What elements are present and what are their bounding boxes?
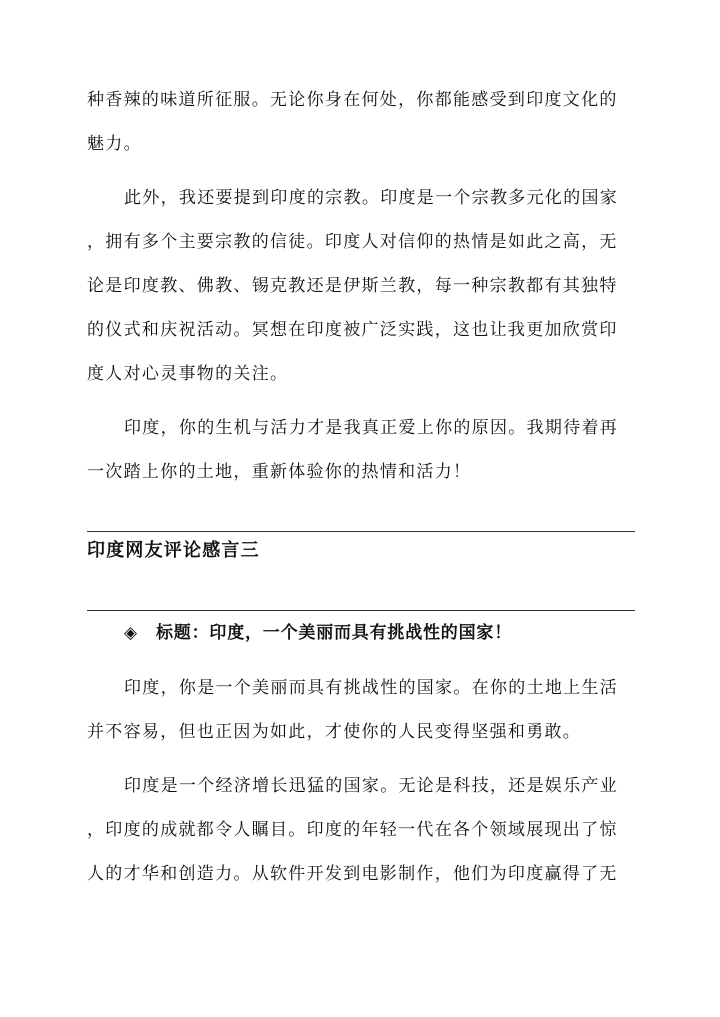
section-heading: 印度网友评论感言三 [87,540,260,561]
article-subtitle-text: 标题：印度，一个美丽而具有挑战性的国家！ [156,623,512,643]
paragraph-line: 种香辣的味道所征服。无论你身在何处，你都能感受到印度文化的 [87,90,618,110]
paragraph-line: 印度是一个经济增长迅猛的国家。无论是科技，还是娱乐产业 [124,776,619,796]
paragraph-line: 魅力。 [87,134,142,154]
diamond-bullet-icon: ◈ [124,623,138,643]
paragraph-line: 此外，我还要提到印度的宗教。印度是一个宗教多元化的国家 [124,188,619,208]
paragraph-line: 的仪式和庆祝活动。冥想在印度被广泛实践，这也让我更加欣赏印 [87,320,618,340]
paragraph-line: 人的才华和创造力。从软件开发到电影制作，他们为印度赢得了无 [87,864,618,884]
section-divider-bottom [87,610,635,611]
section-divider-top [87,531,635,532]
paragraph-line: ，拥有多个主要宗教的信徒。印度人对信仰的热情是如此之高，无 [87,232,618,252]
paragraph-line: ，印度的成就都令人瞩目。印度的年轻一代在各个领域展现出了惊 [87,820,618,840]
paragraph-line: 并不容易，但也正因为如此，才使你的人民变得坚强和勇敢。 [87,722,582,742]
article-subtitle [124,621,512,645]
paragraph-line: 度人对心灵事物的关注。 [87,364,289,384]
paragraph-line: 论是印度教、佛教、锡克教还是伊斯兰教，每一种宗教都有其独特 [87,276,618,296]
paragraph-line: 印度，你是一个美丽而具有挑战性的国家。在你的土地上生活 [124,678,619,698]
paragraph-line: 印度，你的生机与活力才是我真正爱上你的原因。我期待着再 [124,418,619,438]
paragraph-line: 一次踏上你的土地，重新体验你的热情和活力！ [87,462,472,482]
